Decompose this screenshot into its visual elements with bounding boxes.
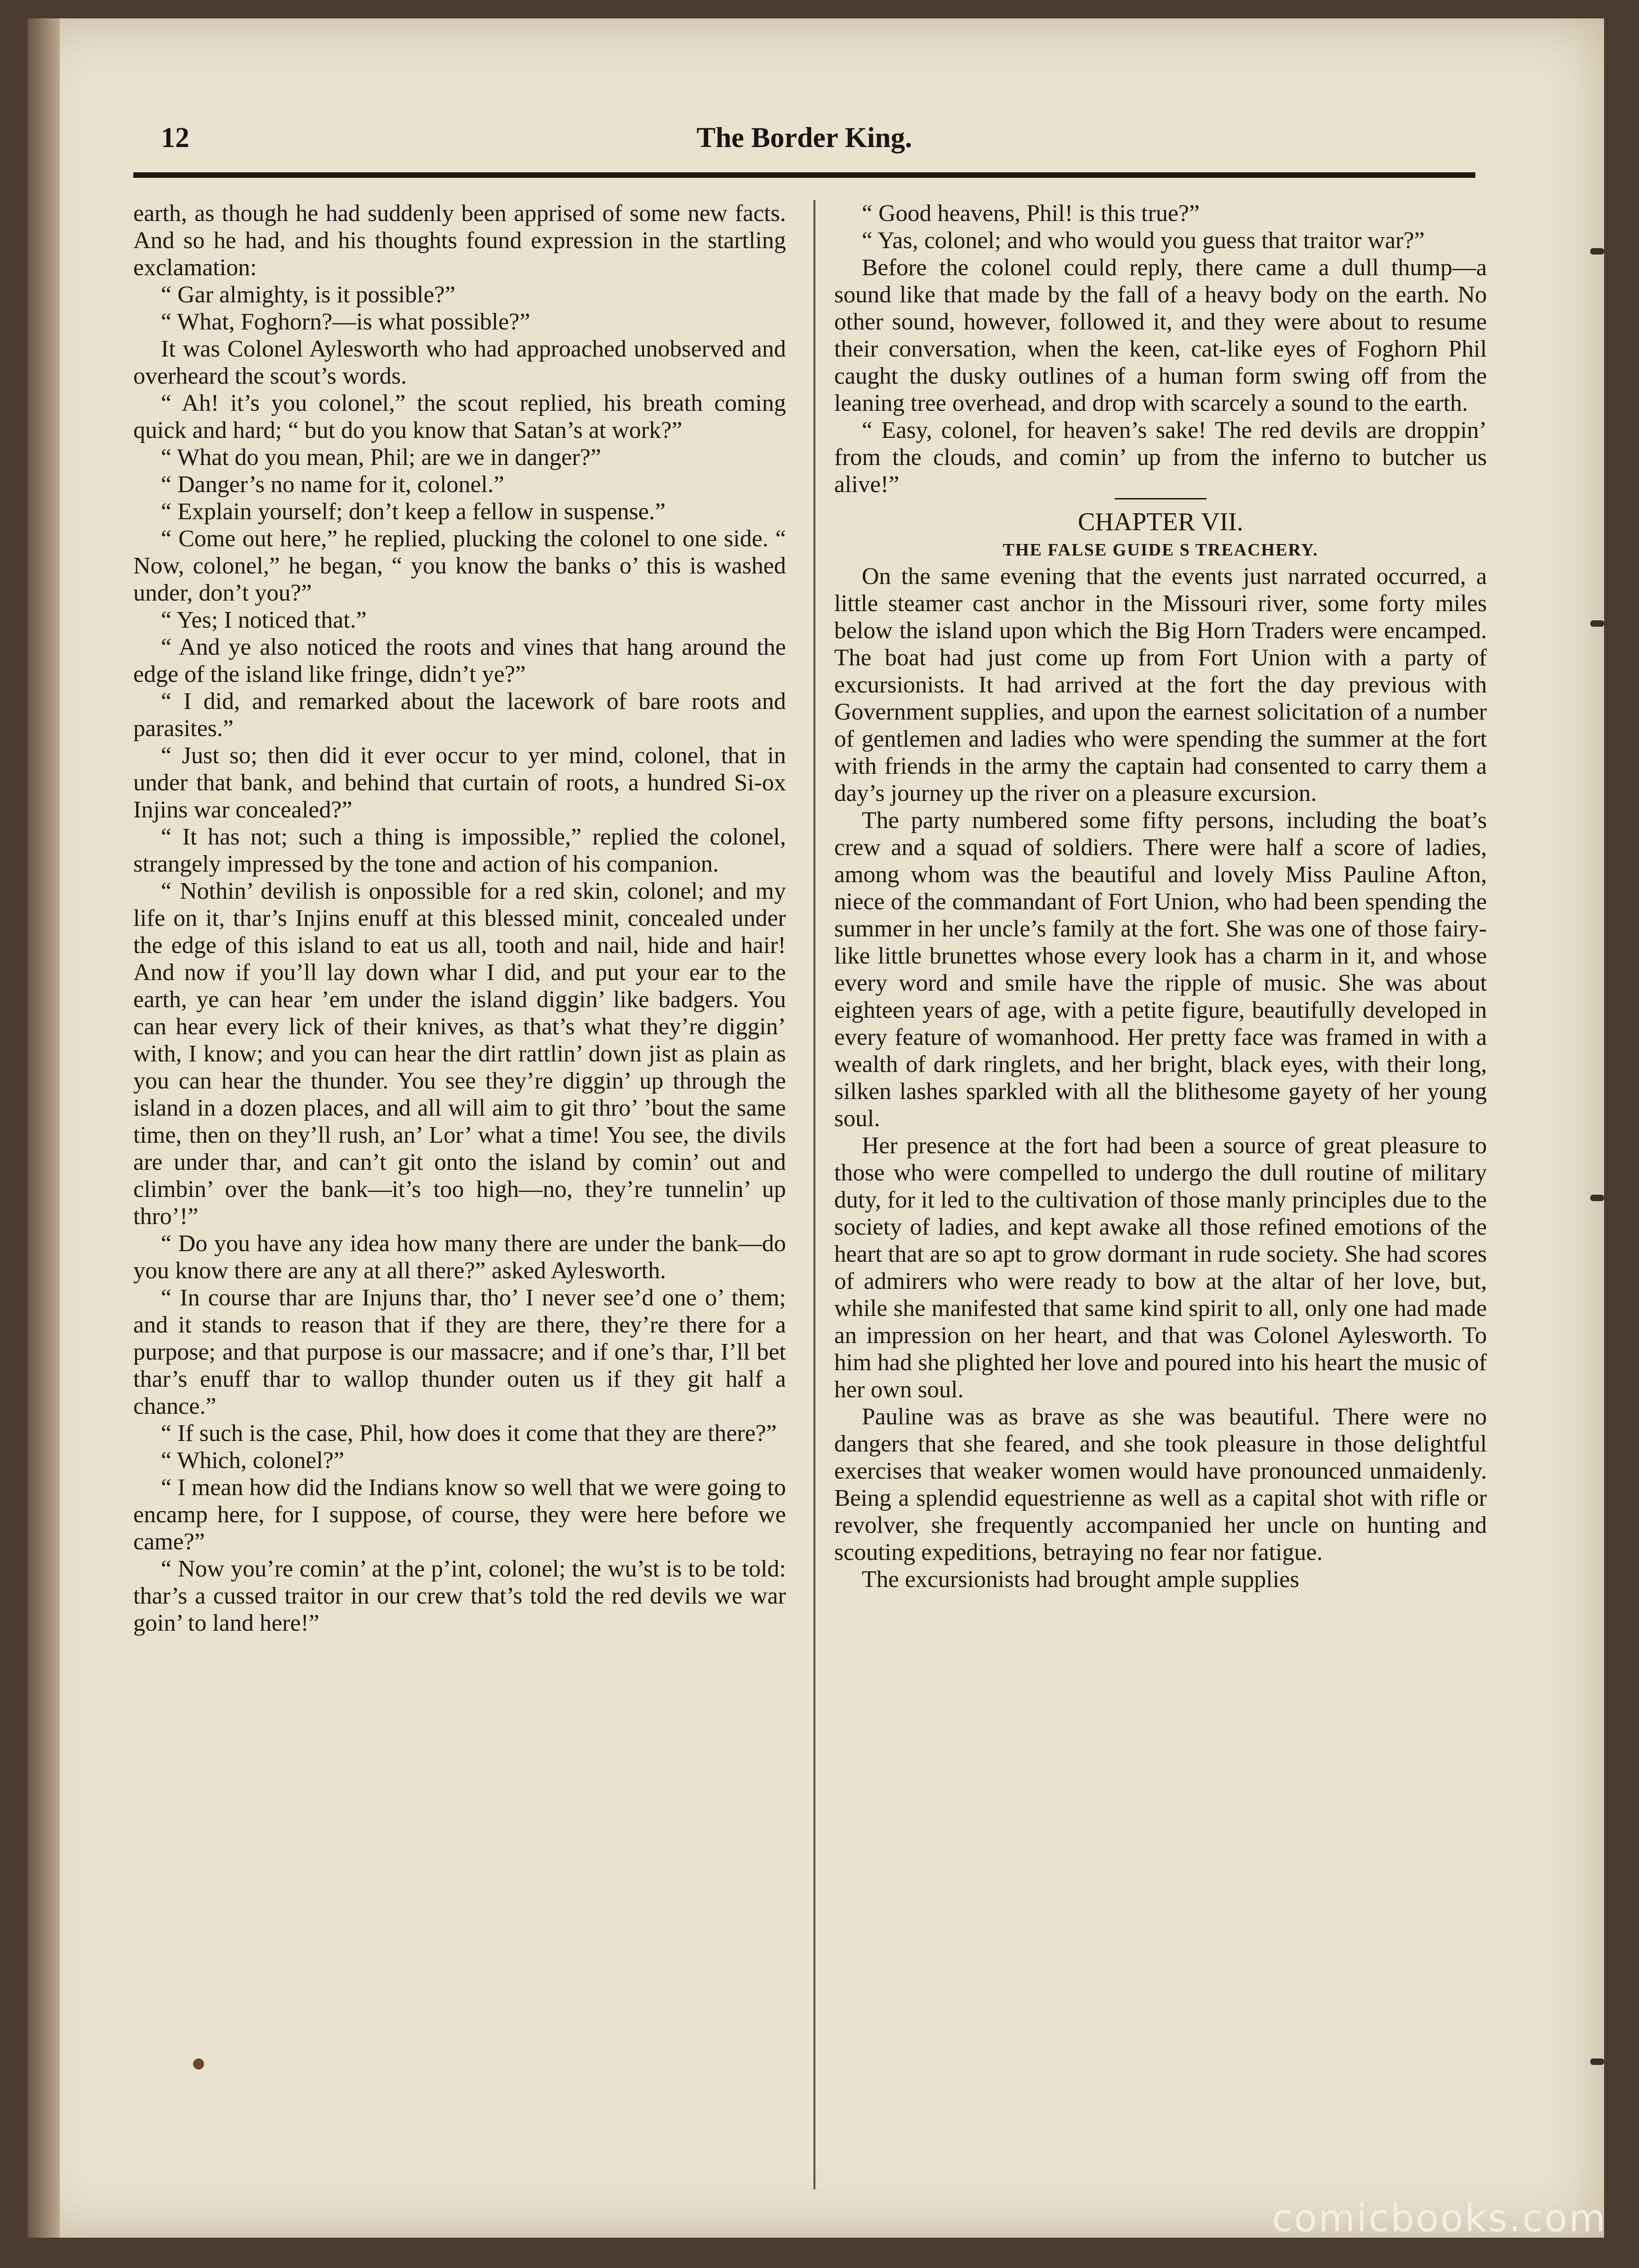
paragraph: “ Gar almighty, is it possible?”	[161, 282, 455, 308]
paragraph: On the same evening that the events just narrated occurred, a little steamer cast anchor in the Missouri river, some forty miles below the island upon which the Big Horn Traders were encamped. The boat had just come up from Fort Union with a party of excursionists. It had arrived at the fort the day previous with Government supplies, and upon the earnest solicitation of a number of gentlemen and ladies who were spending the summer at the fort with friends in the army the captain had consented to carry them a day’s journey up the river on a pleasure excursion.	[834, 563, 1487, 806]
paragraph: “ Now you’re comin’ at the p’int, colonel; the wu’st is to be told: thar’s a cussed traitor in our crew that’s told the red devils we war goin’ to land here!”	[133, 1556, 786, 1636]
page-number: 12	[161, 122, 189, 153]
ink-spot	[193, 2058, 204, 2070]
paragraph: “ Good heavens, Phil! is this true?”	[862, 200, 1200, 227]
chapter-heading: CHAPTER VII.	[834, 498, 1487, 537]
paragraph: “ It has not; such a thing is impossible,” replied the colonel, strangely impressed by the tone and action of his companion.	[133, 824, 786, 877]
staple-mark	[1590, 2058, 1604, 2065]
header-rule	[133, 172, 1475, 178]
paragraph: “ Yas, colonel; and who would you guess that traitor war?”	[862, 227, 1425, 254]
paragraph: “ Just so; then did it ever occur to yer mind, colonel, that in under that bank, and behind that curtain of roots, a hundred Si-ox Injins war concealed?”	[133, 743, 786, 823]
paragraph: “ Come out here,” he replied, plucking the colonel to one side. “ Now, colonel,” he began, “ you know the banks o’ this is washed under, don’t you?”	[133, 526, 786, 606]
watermark-text: comicbooks.com	[1272, 2197, 1607, 2240]
paragraph: “ Which, colonel?”	[161, 1447, 344, 1474]
paragraph: “ I mean how did the Indians know so well that we were going to encamp here, for I suppose, of course, they were here before we came?”	[133, 1474, 786, 1555]
running-title: The Border King.	[696, 122, 912, 153]
paragraph: “ If such is the case, Phil, how does it come that they are there?”	[161, 1420, 777, 1446]
paragraph: “ In course thar are Injuns thar, tho’ I never see’d one o’ them; and it stands to reason that if they are there, they’re there for a purpose; and that purpose is our massacre; and if one’s thar, I’ll bet thar’s enuff thar to wallop thunder outen us if they git half a chance.”	[133, 1285, 786, 1419]
paragraph: “ Do you have any idea how many there are under the bank—do you know there are any at all there?” asked Aylesworth.	[133, 1230, 786, 1284]
page-header	[133, 117, 1475, 168]
paragraph: “ What do you mean, Phil; are we in danger?”	[161, 444, 601, 471]
paragraph: “ Ah! it’s you colonel,” the scout replied, his breath coming quick and hard; “ but do you know that Satan’s at work?”	[133, 390, 786, 443]
paragraph: “ Nothin’ devilish is onpossible for a red skin, colonel; and my life on it, thar’s Injins enuff at this blessed minit, concealed under the edge of this island to eat us all, tooth and nail, hide and hair! And now if you’ll lay down whar I did, and put your ear to the earth, ye can hear ’em under the island diggin’ like badgers. You can hear every lick of their knives, as that’s what they’re diggin’ with, I know; and you can hear the dirt rattlin’ down jist as plain as you can hear the thunder. You see they’re diggin’ up through the island in a dozen places, and all will aim to git thro’ ’bout the same time, then on they’ll rush, an’ Lor’ what a time! You see, the divils are under thar, and can’t git onto the island by comin’ out and climbin’ over the bank—it’s too high—no, they’re tunnelin’ up thro’!”	[133, 878, 786, 1230]
column-divider	[814, 200, 815, 2189]
staple-mark	[1590, 1195, 1604, 1201]
paragraph: “ What, Foghorn?—is what possible?”	[161, 309, 530, 335]
staple-mark	[1590, 248, 1604, 255]
paragraph: “ Danger’s no name for it, colonel.”	[161, 471, 504, 498]
paragraph: “ Explain yourself; don’t keep a fellow in suspense.”	[161, 499, 666, 525]
staple-mark	[1590, 620, 1604, 627]
paragraph: Before the colonel could reply, there came a dull thump—a sound like that made by the fall of a heavy body on the earth. No other sound, however, followed it, and they were about to resume their conversation, when the keen, cat-like eyes of Foghorn Phil caught the dusky outlines of a human form swing off from the leaning tree overhead, and drop with scarcely a sound to the earth.	[834, 255, 1487, 416]
paragraph: Her presence at the fort had been a source of great pleasure to those who were compelled to undergo the dull routine of military duty, for it led to the cultivation of those manly principles due to the society of ladies, and kept awake all those refined emotions of the heart that are so apt to grow dormant in rude society. She had scores of admirers who were ready to bow at the altar of her love, but, while she manifested that same kind spirit to all, only one had made an impression on her heart, and that was Colonel Aylesworth. To him had she plighted her love and poured into his heart the music of her own soul.	[834, 1133, 1487, 1403]
paragraph: “ I did, and remarked about the lacework of bare roots and parasites.”	[133, 688, 786, 742]
left-column	[133, 200, 786, 1637]
page-spine	[28, 18, 60, 2238]
chapter-subtitle: THE FALSE GUIDE S TREACHERY.	[1002, 540, 1319, 560]
paragraph: “ Yes; I noticed that.”	[161, 607, 367, 633]
paragraph: “ Easy, colonel, for heaven’s sake! The red devils are droppin’ from the clouds, and comin’ up from the inferno to butcher us alive!”	[834, 417, 1487, 498]
paragraph: Pauline was as brave as she was beautiful. There were no dangers that she feared, and she took pleasure in those delightful exercises that weaker women would have pronounced unmaidenly. Being a splendid equestrienne as well as a capital shot with rifle or revolver, she frequently accompanied her uncle on hunting and scouting expeditions, betraying no fear nor fatigue.	[834, 1404, 1487, 1565]
book-page	[28, 18, 1604, 2238]
paragraph: The excursionists had brought ample supplies	[862, 1566, 1299, 1593]
paragraph: It was Colonel Aylesworth who had approached unobserved and overheard the scout’s words.	[133, 336, 786, 389]
right-column	[834, 200, 1487, 1593]
paragraph: earth, as though he had suddenly been apprised of some new facts. And so he had, and his thoughts found expression in the startling exclamation:	[133, 200, 786, 281]
paragraph: The party numbered some fifty persons, including the boat’s crew and a squad of soldiers. There were half a score of ladies, among whom was the beautiful and lovely Miss Pauline Afton, niece of the commandant of Fort Union, who had been spending the summer in her uncle’s family at the fort. She was one of those fairy-like little brunettes whose every look has a charm in it, and whose every word and smile have the ripple of music. She was about eighteen years of age, with a petite figure, beautifully developed in every feature of womanhood. Her pretty face was framed in with a wealth of dark ringlets, and her bright, black eyes, with their long, silken lashes sparkled with all the blithesome gayety of her young soul.	[834, 807, 1487, 1132]
paragraph: “ And ye also noticed the roots and vines that hang around the edge of the island like fringe, didn’t ye?”	[133, 634, 786, 687]
